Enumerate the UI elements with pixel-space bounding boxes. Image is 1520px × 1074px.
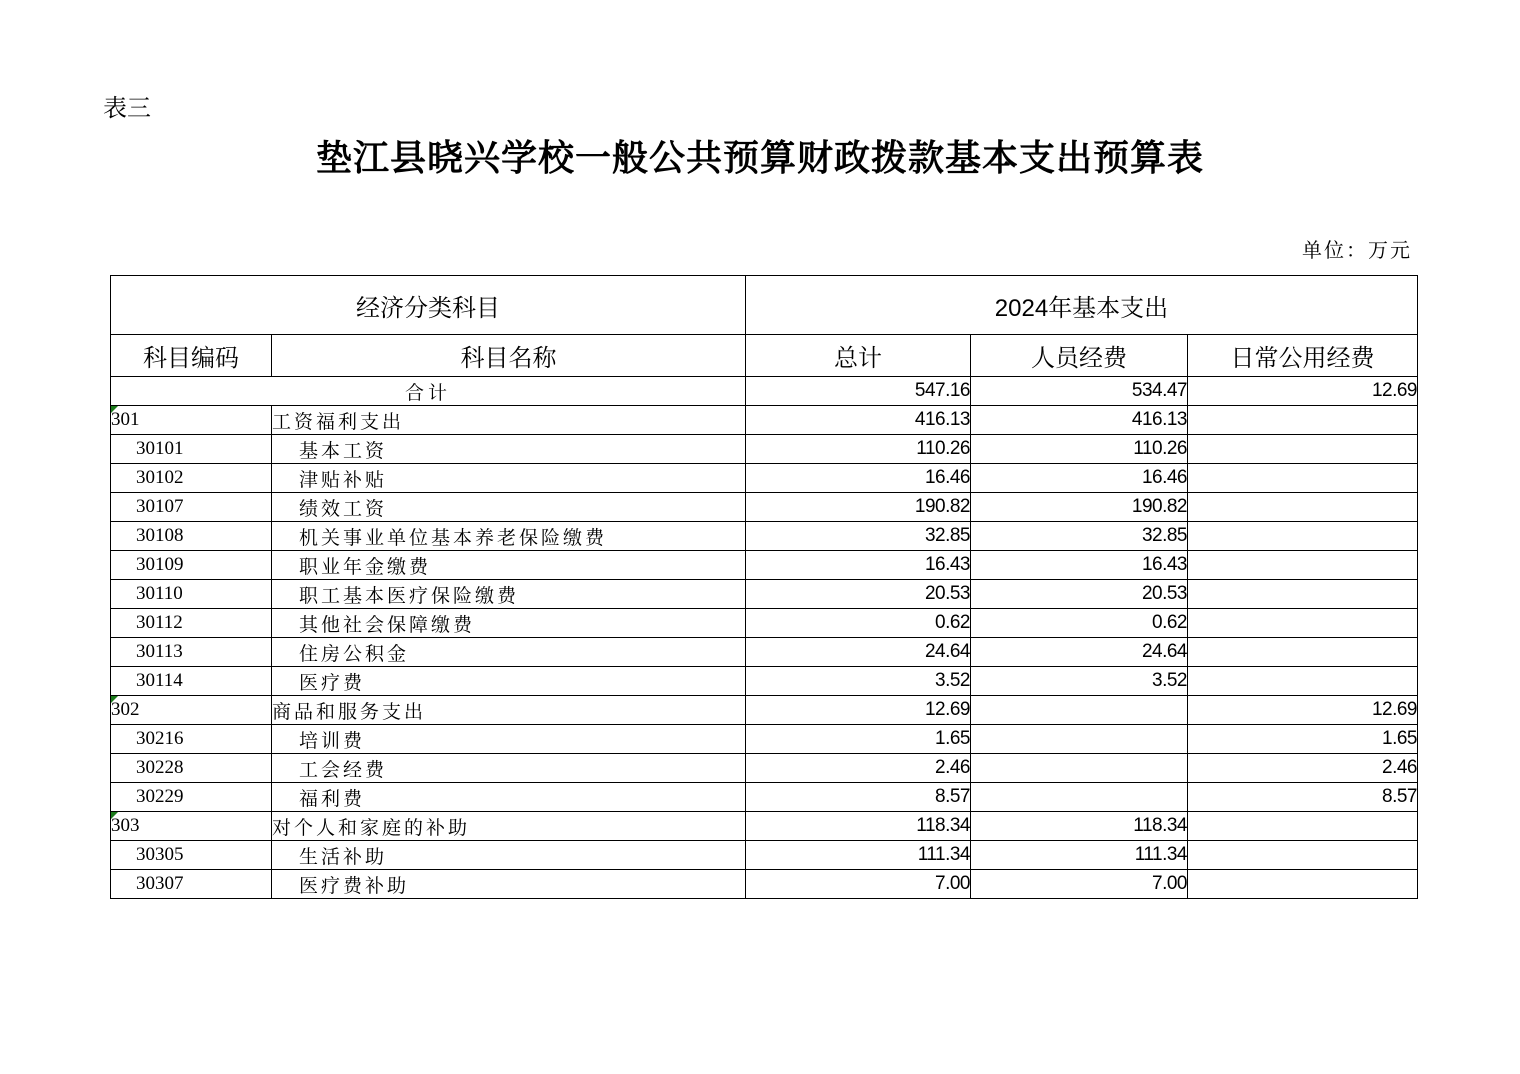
row-personnel: 16.43: [971, 551, 1188, 580]
table-row: [111, 406, 1418, 435]
table-row: [111, 464, 1418, 493]
page-title: 垫江县晓兴学校一般公共预算财政拨款基本支出预算表: [315, 137, 1204, 179]
row-total: 0.62: [746, 609, 971, 638]
row-total: 111.34: [746, 841, 971, 870]
row-personnel: 16.46: [971, 464, 1188, 493]
row-code: 30102: [111, 464, 272, 493]
row-name: 职业年金缴费: [272, 551, 746, 580]
row-code: 303: [111, 812, 272, 841]
header-code: 科目编码: [111, 335, 272, 377]
table-row: [111, 609, 1418, 638]
table-row: [111, 754, 1418, 783]
total-public: 12.69: [1188, 377, 1418, 406]
row-name: 工资福利支出: [272, 406, 746, 435]
row-personnel: 110.26: [971, 435, 1188, 464]
row-code: 302: [111, 696, 272, 725]
row-code: 30229: [111, 783, 272, 812]
header-row-columns: [111, 335, 1418, 377]
row-total: 32.85: [746, 522, 971, 551]
row-name: 机关事业单位基本养老保险缴费: [272, 522, 746, 551]
budget-table: [110, 275, 1418, 899]
row-total: 16.43: [746, 551, 971, 580]
row-name: 商品和服务支出: [272, 696, 746, 725]
row-public: [1188, 522, 1418, 551]
row-personnel: [971, 725, 1188, 754]
row-name: 对个人和家庭的补助: [272, 812, 746, 841]
row-public: [1188, 638, 1418, 667]
row-public: [1188, 435, 1418, 464]
table-row: [111, 493, 1418, 522]
row-personnel: 3.52: [971, 667, 1188, 696]
row-public: 8.57: [1188, 783, 1418, 812]
header-economic-category: 经济分类科目: [111, 276, 746, 335]
row-name: 职工基本医疗保险缴费: [272, 580, 746, 609]
header-total: 总计: [746, 335, 971, 377]
row-personnel: [971, 696, 1188, 725]
row-personnel: 416.13: [971, 406, 1188, 435]
row-name: 医疗费补助: [272, 870, 746, 899]
header-name: 科目名称: [272, 335, 746, 377]
row-public: 1.65: [1188, 725, 1418, 754]
row-name: 绩效工资: [272, 493, 746, 522]
row-public: [1188, 493, 1418, 522]
row-code: 30101: [111, 435, 272, 464]
row-total: 7.00: [746, 870, 971, 899]
row-code: 30112: [111, 609, 272, 638]
table-row: [111, 725, 1418, 754]
row-total: 2.46: [746, 754, 971, 783]
row-total: 8.57: [746, 783, 971, 812]
table-row: [111, 667, 1418, 696]
row-code: 30113: [111, 638, 272, 667]
row-public: 2.46: [1188, 754, 1418, 783]
row-public: [1188, 841, 1418, 870]
row-total: 12.69: [746, 696, 971, 725]
table-row: [111, 551, 1418, 580]
row-personnel: 0.62: [971, 609, 1188, 638]
row-name: 津贴补贴: [272, 464, 746, 493]
unit-label: 单位：万元: [1302, 238, 1412, 262]
row-name: 其他社会保障缴费: [272, 609, 746, 638]
table-row: [111, 841, 1418, 870]
total-total: 547.16: [746, 377, 971, 406]
row-code: 30307: [111, 870, 272, 899]
table-label: 表三: [103, 94, 151, 122]
row-public: [1188, 551, 1418, 580]
row-code: 30114: [111, 667, 272, 696]
table-row: [111, 870, 1418, 899]
row-public: [1188, 464, 1418, 493]
row-public: [1188, 580, 1418, 609]
table-row: [111, 638, 1418, 667]
row-code: 30110: [111, 580, 272, 609]
row-public: [1188, 870, 1418, 899]
row-total: 3.52: [746, 667, 971, 696]
table-row: [111, 522, 1418, 551]
header-basic-expenditure: 2024年基本支出: [746, 276, 1418, 335]
row-name: 医疗费: [272, 667, 746, 696]
row-personnel: 32.85: [971, 522, 1188, 551]
table-row: [111, 696, 1418, 725]
row-total: 118.34: [746, 812, 971, 841]
row-code: 30109: [111, 551, 272, 580]
row-code: 30228: [111, 754, 272, 783]
row-name: 基本工资: [272, 435, 746, 464]
row-total: 24.64: [746, 638, 971, 667]
row-code: 30305: [111, 841, 272, 870]
table-row: [111, 812, 1418, 841]
row-name: 培训费: [272, 725, 746, 754]
row-personnel: 190.82: [971, 493, 1188, 522]
row-personnel: 20.53: [971, 580, 1188, 609]
row-total: 20.53: [746, 580, 971, 609]
row-code: 30216: [111, 725, 272, 754]
row-total: 1.65: [746, 725, 971, 754]
total-row: [111, 377, 1418, 406]
row-personnel: 111.34: [971, 841, 1188, 870]
total-personnel: 534.47: [971, 377, 1188, 406]
row-total: 16.46: [746, 464, 971, 493]
header-row-group: [111, 276, 1418, 335]
row-public: [1188, 609, 1418, 638]
table-body: [111, 276, 1418, 899]
row-total: 190.82: [746, 493, 971, 522]
row-total: 416.13: [746, 406, 971, 435]
table-row: [111, 580, 1418, 609]
row-public: [1188, 406, 1418, 435]
row-personnel: 118.34: [971, 812, 1188, 841]
row-code: 301: [111, 406, 272, 435]
row-name: 福利费: [272, 783, 746, 812]
row-personnel: 24.64: [971, 638, 1188, 667]
row-code: 30108: [111, 522, 272, 551]
row-total: 110.26: [746, 435, 971, 464]
row-name: 住房公积金: [272, 638, 746, 667]
row-public: 12.69: [1188, 696, 1418, 725]
row-personnel: [971, 754, 1188, 783]
header-personnel: 人员经费: [971, 335, 1188, 377]
row-code: 30107: [111, 493, 272, 522]
row-name: 工会经费: [272, 754, 746, 783]
row-public: [1188, 667, 1418, 696]
row-public: [1188, 812, 1418, 841]
row-name: 生活补助: [272, 841, 746, 870]
row-personnel: [971, 783, 1188, 812]
row-personnel: 7.00: [971, 870, 1188, 899]
header-public: 日常公用经费: [1188, 335, 1418, 377]
table-row: [111, 435, 1418, 464]
table-row: [111, 783, 1418, 812]
total-label: 合计: [111, 377, 746, 406]
